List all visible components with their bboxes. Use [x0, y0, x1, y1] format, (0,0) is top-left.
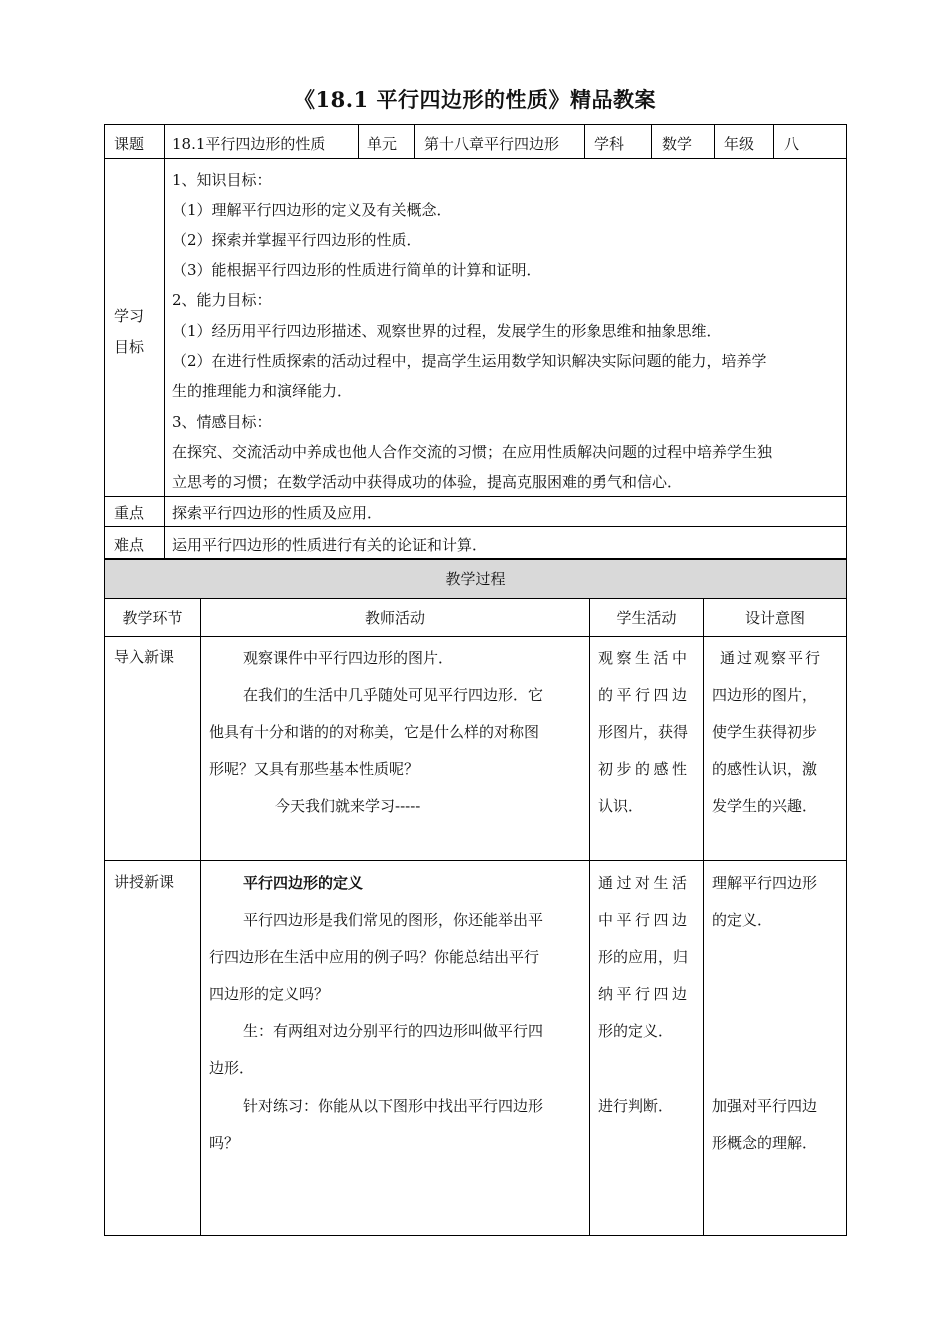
- objective-line: 生的推理能力和演绎能力．: [172, 382, 353, 400]
- objective-line: 3、情感目标：: [172, 413, 272, 431]
- topic-label: 课题: [114, 135, 145, 153]
- student-text: 中平行四边: [598, 911, 691, 929]
- teacher-text: 他具有十分和谐的的对称美，它是什么样的对称图: [209, 723, 540, 741]
- objective-line: 2、能力目标：: [172, 291, 272, 309]
- intent-text: 理解平行四边形: [712, 874, 818, 892]
- objective-line: 立思考的习惯；在数学活动中获得成功的体验，提高克服困难的勇气和信心．: [172, 473, 683, 491]
- stage-cell: 讲授新课: [114, 873, 175, 891]
- process-heading: 教学过程: [445, 570, 506, 588]
- student-text: 纳平行四边: [598, 985, 691, 1003]
- grade-value: 八: [784, 135, 800, 153]
- objective-line: （2）在进行性质探索的活动过程中，提高学生运用数学知识解决实际问题的能力，培养学: [172, 352, 767, 370]
- student-text: 形的定义．: [598, 1022, 674, 1040]
- student-text: 通过对生活: [598, 874, 691, 892]
- intent-text: 通过观察平行: [720, 649, 823, 667]
- teacher-text: 形呢？又具有那些基本性质呢？: [209, 760, 420, 778]
- student-text: 认识．: [598, 797, 644, 815]
- student-text: 形的应用，归: [598, 948, 689, 966]
- key-point-value: 探索平行四边形的性质及应用．: [172, 504, 383, 522]
- subject-label: 学科: [594, 135, 625, 153]
- teacher-text: 吗？: [209, 1134, 240, 1152]
- intent-text: 发学生的兴趣．: [712, 797, 818, 815]
- objective-line: 1、知识目标：: [172, 171, 272, 189]
- intent-text: 的感性认识，激: [712, 760, 818, 778]
- column-header-intent: 设计意图: [744, 609, 805, 627]
- intent-text: 四边形的图片，: [712, 686, 818, 704]
- student-text: 观察生活中: [598, 649, 691, 667]
- intent-text: 加强对平行四边: [712, 1097, 818, 1115]
- teacher-text: 在我们的生活中几乎随处可见平行四边形．它: [243, 686, 544, 704]
- document-title: 《18.1 平行四边形的性质》精品教案: [294, 87, 656, 112]
- teacher-text: 生：有两组对边分别平行的四边形叫做平行四: [243, 1022, 544, 1040]
- objective-line: 在探究、交流活动中养成也他人合作交流的习惯；在应用性质解决问题的过程中培养学生独: [172, 443, 773, 461]
- column-header-student: 学生活动: [616, 609, 677, 627]
- teacher-text: 观察课件中平行四边形的图片．: [243, 649, 454, 667]
- stage-cell: 导入新课: [114, 648, 175, 666]
- column-header-stage: 教学环节: [122, 609, 183, 627]
- key-point-label: 重点: [114, 504, 145, 522]
- student-text: 形图片，获得: [598, 723, 689, 741]
- teacher-text: 边形．: [209, 1059, 255, 1077]
- topic-value: 18.1平行四边形的性质: [172, 135, 326, 153]
- objective-line: （1）经历用平行四边形描述、观察世界的过程，发展学生的形象思维和抽象思维．: [172, 322, 722, 340]
- teacher-text: 平行四边形是我们常见的图形，你还能举出平: [243, 911, 544, 929]
- section-heading: 平行四边形的定义: [243, 874, 364, 892]
- student-text: 初步的感性: [598, 760, 691, 778]
- teacher-text: 针对练习：你能从以下图形中找出平行四边形: [243, 1097, 544, 1115]
- objective-line: （2）探索并掌握平行四边形的性质．: [172, 231, 422, 249]
- subject-value: 数学: [662, 135, 693, 153]
- objectives-label-1: 学习: [114, 307, 145, 325]
- difficulty-label: 难点: [114, 536, 145, 554]
- teacher-text: 今天我们就来学习-----: [275, 797, 421, 815]
- objectives-label-2: 目标: [114, 338, 145, 356]
- objective-line: （3）能根据平行四边形的性质进行简单的计算和证明．: [172, 261, 542, 279]
- intent-text: 的定义．: [712, 911, 773, 929]
- column-header-teacher: 教师活动: [364, 609, 425, 627]
- grade-label: 年级: [724, 135, 755, 153]
- teacher-text: 四边形的定义吗？: [209, 985, 330, 1003]
- objective-line: （1）理解平行四边形的定义及有关概念．: [172, 201, 452, 219]
- student-text: 进行判断．: [598, 1097, 674, 1115]
- intent-text: 形概念的理解．: [712, 1134, 818, 1152]
- student-text: 的平行四边: [598, 686, 691, 704]
- unit-label: 单元: [367, 135, 398, 153]
- teacher-text: 行四边形在生活中应用的例子吗？你能总结出平行: [209, 948, 540, 966]
- unit-value: 第十八章平行四边形: [424, 135, 560, 153]
- intent-text: 使学生获得初步: [712, 723, 818, 741]
- difficulty-value: 运用平行四边形的性质进行有关的论证和计算．: [172, 536, 488, 554]
